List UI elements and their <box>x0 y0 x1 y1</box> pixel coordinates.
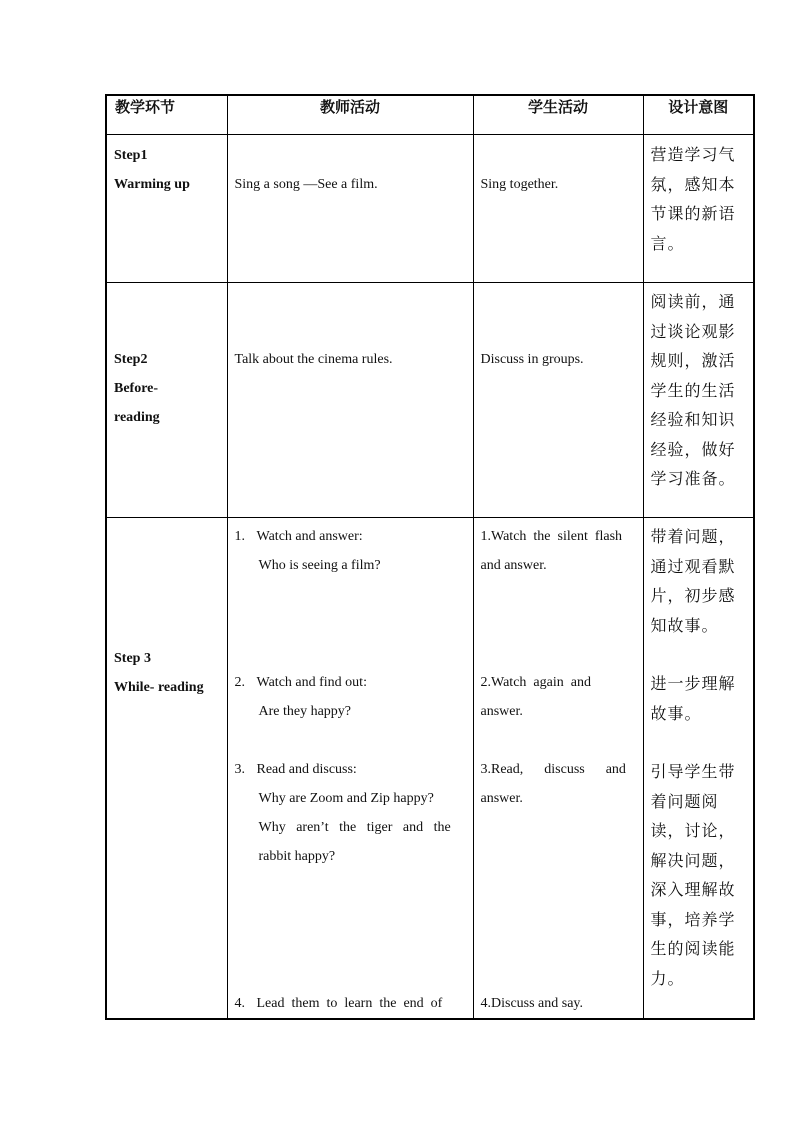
intent-line: 通过观看默 <box>650 556 736 576</box>
step3-teacher-item1 <box>228 518 473 580</box>
step2-intent-line: 阅读前，通 <box>650 292 736 311</box>
item-text: Are they happy? <box>258 704 352 719</box>
step3-intent-part3 <box>644 728 754 993</box>
table-header-row <box>106 95 754 135</box>
header-teaching-stage: 教学环节 <box>106 95 227 135</box>
header-design-intent: 设计意图 <box>643 95 754 135</box>
item-text: Watch and answer: <box>256 529 363 544</box>
step2-teacher-text: Talk about the cinema rules. <box>234 352 393 367</box>
item-text: Why aren’t the tiger and the <box>258 820 451 835</box>
intent-line: 读，讨论， <box>650 821 736 840</box>
step2-intent-line: 经验和知识 <box>650 410 736 429</box>
step2-intent-line: 规则，激活 <box>650 351 736 370</box>
step3-student-item3 <box>474 726 643 813</box>
table-row-step2 <box>106 283 754 518</box>
item-text: 4.Discuss and say. <box>480 996 584 1011</box>
item-number: 2. <box>234 675 245 690</box>
item-text: answer. <box>480 791 523 806</box>
step1-subtitle: Warming up <box>114 177 190 192</box>
step3-intent-cell <box>643 518 754 1020</box>
step1-intent-line: 节课的新语 <box>650 204 736 223</box>
intent-line: 引导学生带 <box>650 762 736 781</box>
step1-intent-line: 营造学习气 <box>650 145 736 164</box>
item-number: 4. <box>234 996 245 1011</box>
step3-student-item4 <box>474 813 643 1018</box>
step3-teacher-item3 <box>228 726 473 871</box>
step3-student-item1 <box>474 518 643 580</box>
item-text: rabbit happy? <box>258 849 336 864</box>
step1-intent-line: 言。 <box>650 233 685 253</box>
intent-line: 解决问题， <box>650 850 736 870</box>
step2-title: Step2 <box>114 352 148 367</box>
step3-teacher-item4 <box>228 871 473 1018</box>
step2-intent-cell <box>643 283 754 518</box>
table-row-step1 <box>106 135 754 283</box>
step2-teacher-cell <box>227 283 473 518</box>
step2-intent-line: 经验，做好 <box>650 439 736 459</box>
step1-intent-line: 氛，感知本 <box>650 174 736 194</box>
step2-intent-line: 学生的生活 <box>650 380 736 400</box>
item-text: Why are Zoom and Zip happy? <box>258 791 434 806</box>
intent-line: 知故事。 <box>650 615 719 635</box>
step2-subtitle-line: reading <box>114 410 160 425</box>
intent-line: 事，培养学 <box>650 909 736 929</box>
header-teacher-activity: 教师活动 <box>227 95 473 135</box>
item-text: Watch and find out: <box>256 675 367 690</box>
step3-stage-cell <box>106 518 227 1020</box>
item-text: Read and discuss: <box>256 762 357 777</box>
step2-subtitle-line: Before- <box>114 381 159 396</box>
step2-student-cell <box>473 283 643 518</box>
step3-teacher-item2 <box>228 580 473 726</box>
step1-intent-cell <box>643 135 754 283</box>
intent-line: 片，初步感 <box>650 586 736 605</box>
step3-subtitle: While- reading <box>114 680 204 695</box>
intent-line: 故事。 <box>650 703 702 723</box>
lesson-plan-table <box>105 94 755 1020</box>
step3-intent-part2 <box>644 640 754 728</box>
item-number: 1. <box>234 529 245 544</box>
item-text: Who is seeing a film? <box>258 558 381 573</box>
item-text: Lead them to learn the end of <box>256 996 443 1011</box>
item-text: 1.Watch the silent flash <box>480 529 623 544</box>
step1-student-text: Sing together. <box>480 177 559 192</box>
step1-teacher-cell <box>227 135 473 283</box>
item-text: 3.Read, discuss and <box>480 762 626 777</box>
step3-student-item2 <box>474 580 643 726</box>
intent-line: 带着问题， <box>650 527 736 546</box>
intent-line: 着问题阅 <box>650 791 719 811</box>
step1-stage-cell <box>106 135 227 283</box>
item-text: 2.Watch again and <box>480 675 591 690</box>
intent-line: 生的阅读能 <box>650 939 736 958</box>
step2-student-text: Discuss in groups. <box>480 352 584 367</box>
step2-intent-line: 过谈论观影 <box>650 321 736 341</box>
step2-intent-line: 学习准备。 <box>650 469 736 488</box>
step2-stage-cell <box>106 283 227 518</box>
item-number: 3. <box>234 762 245 777</box>
item-text: answer. <box>480 704 523 719</box>
step3-intent-part1 <box>644 518 754 640</box>
intent-line: 深入理解故 <box>650 880 736 899</box>
step3-student-cell <box>473 518 643 1020</box>
header-student-activity: 学生活动 <box>473 95 643 135</box>
step3-title: Step 3 <box>114 651 151 666</box>
intent-line: 进一步理解 <box>650 674 736 693</box>
step1-title: Step1 <box>114 148 148 163</box>
table-row-step3 <box>106 518 754 1020</box>
step1-teacher-text: Sing a song —See a film. <box>234 177 378 192</box>
step1-student-cell <box>473 135 643 283</box>
intent-line: 力。 <box>650 968 685 988</box>
item-text: and answer. <box>480 558 547 573</box>
step3-teacher-cell <box>227 518 473 1020</box>
